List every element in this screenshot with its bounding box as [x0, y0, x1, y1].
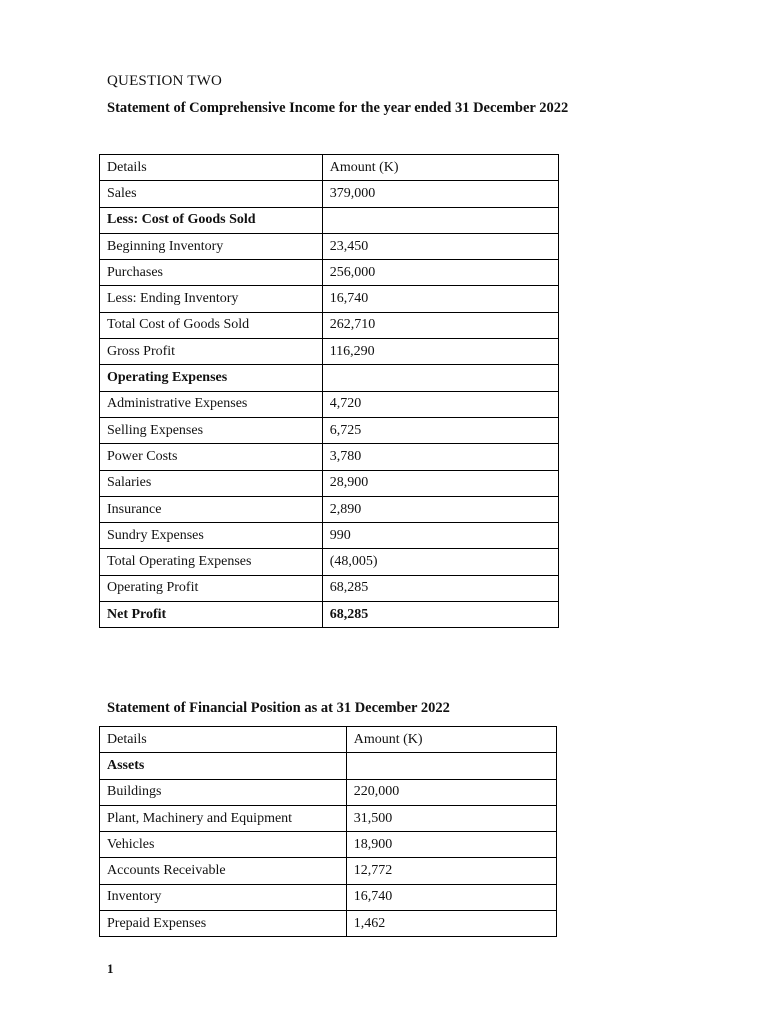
table-row: [100, 391, 559, 417]
row-label-cell: Insurance: [100, 496, 323, 522]
question-title: QUESTION TWO: [107, 73, 223, 89]
table-row: [100, 181, 559, 207]
row-amount-cell: [346, 753, 556, 779]
row-label-cell: Total Cost of Goods Sold: [100, 312, 323, 338]
row-label-cell: Administrative Expenses: [100, 391, 323, 417]
row-label-cell: Inventory: [100, 884, 347, 910]
row-amount-cell: 28,900: [322, 470, 558, 496]
row-label-cell: Prepaid Expenses: [100, 911, 347, 937]
row-amount-cell: 116,290: [322, 339, 558, 365]
row-label-cell: Sales: [100, 181, 323, 207]
table-row: [100, 365, 559, 391]
row-amount-cell: 18,900: [346, 832, 556, 858]
row-label-cell: Buildings: [100, 779, 347, 805]
row-amount-cell: 4,720: [322, 391, 558, 417]
table-row: [100, 444, 559, 470]
table-row: [100, 207, 559, 233]
table-row: [100, 312, 559, 338]
table-row: [100, 805, 557, 831]
table-row: [100, 260, 559, 286]
page-number: 1: [107, 961, 114, 976]
income-statement-title: Statement of Comprehensive Income for the year ended 31 December 2022: [107, 100, 569, 116]
financial-position-table: [99, 726, 557, 937]
row-amount-cell: 3,780: [322, 444, 558, 470]
table-row: [100, 832, 557, 858]
income-statement-table: [99, 154, 559, 628]
row-amount-cell: 256,000: [322, 260, 558, 286]
row-amount-cell: 12,772: [346, 858, 556, 884]
row-label-cell: Operating Profit: [100, 575, 323, 601]
table-row: [100, 911, 557, 937]
table-row: [100, 496, 559, 522]
table-row: [100, 339, 559, 365]
header-amount-cell: Amount (K): [346, 727, 556, 753]
row-amount-cell: 16,740: [322, 286, 558, 312]
row-amount-cell: [322, 365, 558, 391]
row-amount-cell: 68,285: [322, 602, 558, 628]
row-label-cell: Beginning Inventory: [100, 233, 323, 259]
financial-position-body: [100, 727, 557, 937]
table-row: [100, 523, 559, 549]
header-amount-cell: Amount (K): [322, 155, 558, 181]
row-amount-cell: 379,000: [322, 181, 558, 207]
row-label-cell: Net Profit: [100, 602, 323, 628]
row-label-cell: Salaries: [100, 470, 323, 496]
row-amount-cell: 2,890: [322, 496, 558, 522]
row-label-cell: Plant, Machinery and Equipment: [100, 805, 347, 831]
row-label-cell: Assets: [100, 753, 347, 779]
row-label-cell: Accounts Receivable: [100, 858, 347, 884]
table-row: [100, 858, 557, 884]
row-amount-cell: 220,000: [346, 779, 556, 805]
header-details-cell: Details: [100, 155, 323, 181]
row-amount-cell: (48,005): [322, 549, 558, 575]
income-statement-body: [100, 155, 559, 628]
row-amount-cell: 68,285: [322, 575, 558, 601]
table-header-row: [100, 727, 557, 753]
table-row: [100, 286, 559, 312]
row-label-cell: Purchases: [100, 260, 323, 286]
row-amount-cell: [322, 207, 558, 233]
row-amount-cell: 6,725: [322, 417, 558, 443]
row-amount-cell: 23,450: [322, 233, 558, 259]
table-row: [100, 233, 559, 259]
table-row: [100, 602, 559, 628]
table-row: [100, 470, 559, 496]
row-label-cell: Selling Expenses: [100, 417, 323, 443]
table-row: [100, 779, 557, 805]
table-row: [100, 884, 557, 910]
table-row: [100, 417, 559, 443]
row-label-cell: Gross Profit: [100, 339, 323, 365]
row-label-cell: Operating Expenses: [100, 365, 323, 391]
financial-position-title: Statement of Financial Position as at 31 December 2022: [107, 700, 450, 716]
table-row: [100, 753, 557, 779]
table-header-row: [100, 155, 559, 181]
row-label-cell: Less: Ending Inventory: [100, 286, 323, 312]
table-row: [100, 575, 559, 601]
header-details-cell: Details: [100, 727, 347, 753]
row-amount-cell: 31,500: [346, 805, 556, 831]
row-amount-cell: 262,710: [322, 312, 558, 338]
row-label-cell: Total Operating Expenses: [100, 549, 323, 575]
row-label-cell: Sundry Expenses: [100, 523, 323, 549]
row-label-cell: Power Costs: [100, 444, 323, 470]
row-label-cell: Less: Cost of Goods Sold: [100, 207, 323, 233]
row-label-cell: Vehicles: [100, 832, 347, 858]
row-amount-cell: 1,462: [346, 911, 556, 937]
row-amount-cell: 16,740: [346, 884, 556, 910]
table-row: [100, 549, 559, 575]
row-amount-cell: 990: [322, 523, 558, 549]
